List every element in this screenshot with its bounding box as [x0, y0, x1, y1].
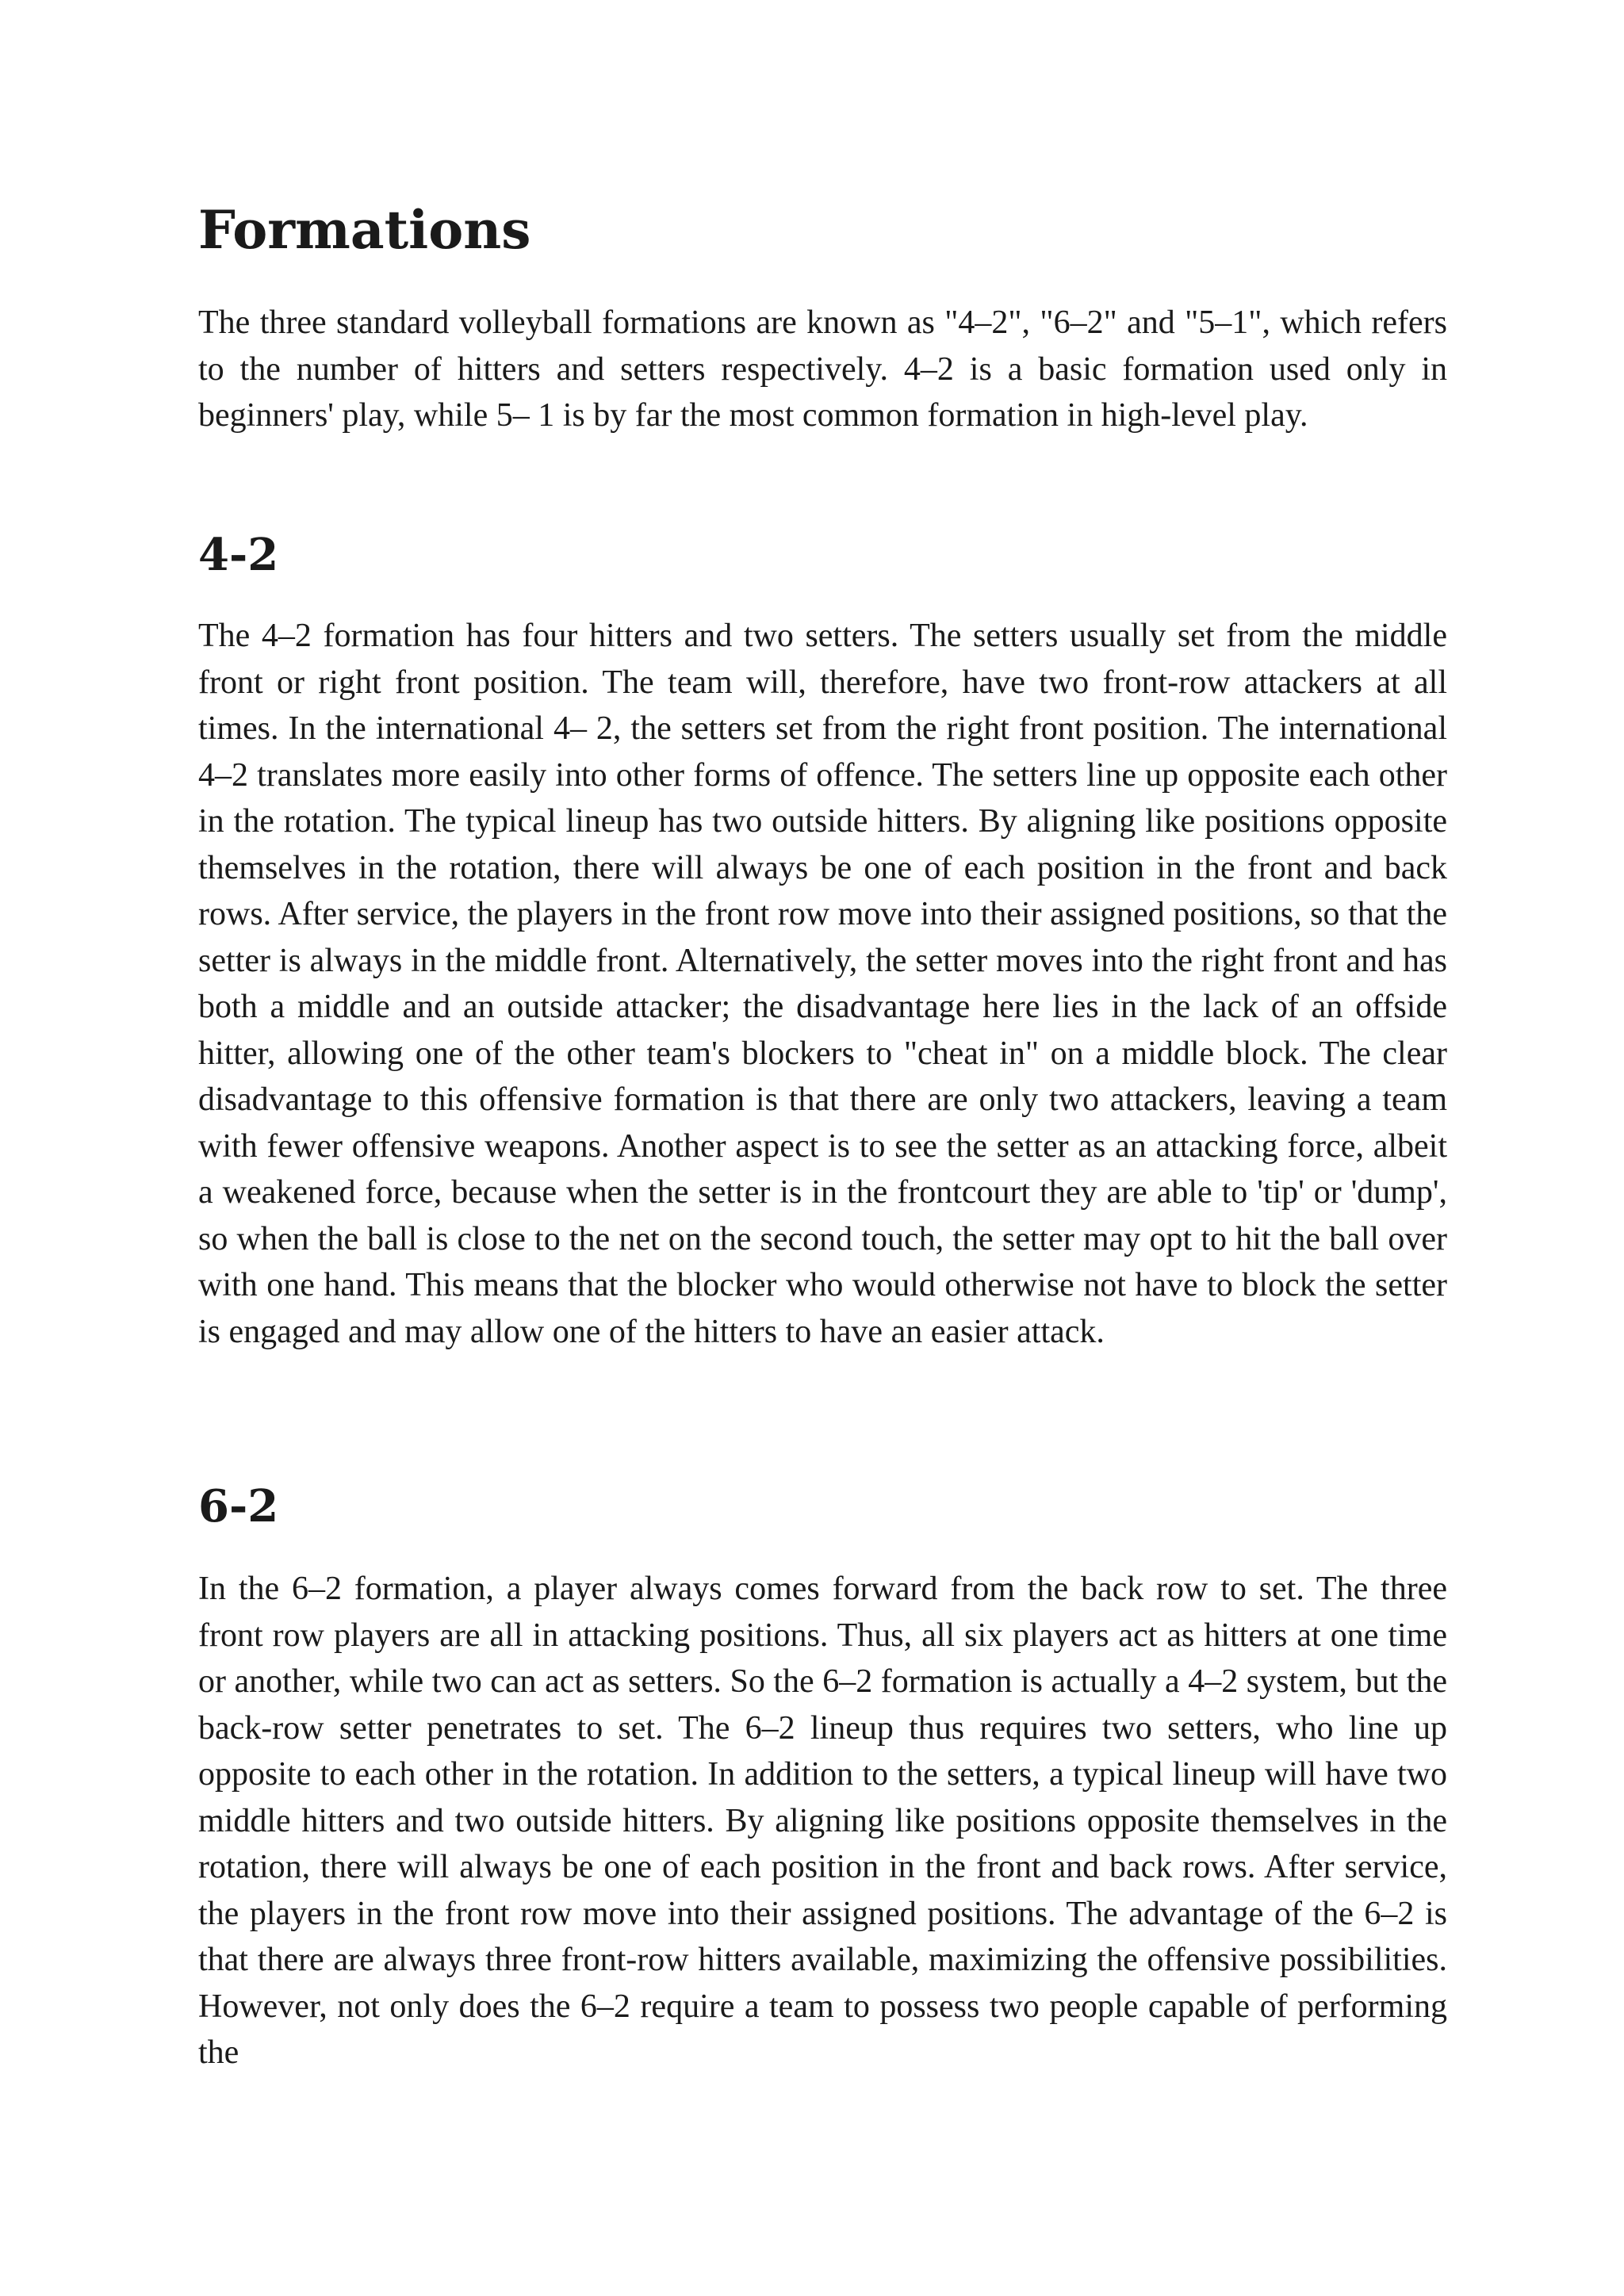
section-body-6-2: In the 6–2 formation, a player always comes forward from the back row to set. The three front row players are all in attacking positions. Thus, all six players act as hitters at one time or another, while two can act as setters. So the 6–2 formation is actually a 4–2 system, but the back-row setter penetrates to set. The 6–2 lineup thus requires two setters, who line up opposite to each other in the rotation. In addition to the setters, a typical lineup will have two middle hitters and two outside hitters. By aligning like positions opposite themselves in the rotation, there will always be one of each position in the front and back rows. After service, the players in the front row move into their assigned positions. The advantage of the 6–2 is that there are always three front-row hitters available, maximizing the offensive possibilities. However, not only does the 6–2 require a team to possess two people capable of performing the [198, 1571, 1447, 2071]
section-heading-4-2: 4-2 [198, 529, 279, 581]
intro-paragraph: The three standard volleyball formations are known as "4–2", "6–2" and "5–1", which refers to the number of hitters and setters respectively. 4–2 is a basic formation used only in beginners' play, while 5– 1 is by far the most common formation in high-level play. [198, 304, 1447, 434]
section-heading-6-2: 6-2 [198, 1480, 279, 1533]
section-body-4-2: The 4–2 formation has four hitters and two setters. The setters usually set from the middle front or right front position. The team will, therefore, have two front-row attackers at all times. In the international 4– 2, the setters set from the right front position. The international 4–2 translates more easily into other forms of offence. The setters line up opposite each other in the rotation. The typical lineup has two outside hitters. By aligning like positions opposite themselves in the rotation, there will always be one of each position in the front and back rows. After service, the players in the front row move into their assigned positions, so that the setter is always in the middle front. Alternatively, the setter moves into the right front and has both a middle and an outside attacker; the disadvantage here lies in the lack of an offside hitter, allowing one of the other team's blockers to "cheat in" on a middle block. The clear disadvantage to this offensive formation is that there are only two attackers, leaving a team with fewer offensive weapons. Another aspect is to see the setter as an attacking force, albeit a weakened force, because when the setter is in the frontcourt they are able to 'tip' or 'dump', so when the ball is close to the net on the second touch, the setter may opt to hit the ball over with one hand. This means that the blocker who would otherwise not have to block the setter is engaged and may allow one of the hitters to have an easier attack. [198, 618, 1447, 1350]
page-title: Formations [198, 199, 531, 261]
